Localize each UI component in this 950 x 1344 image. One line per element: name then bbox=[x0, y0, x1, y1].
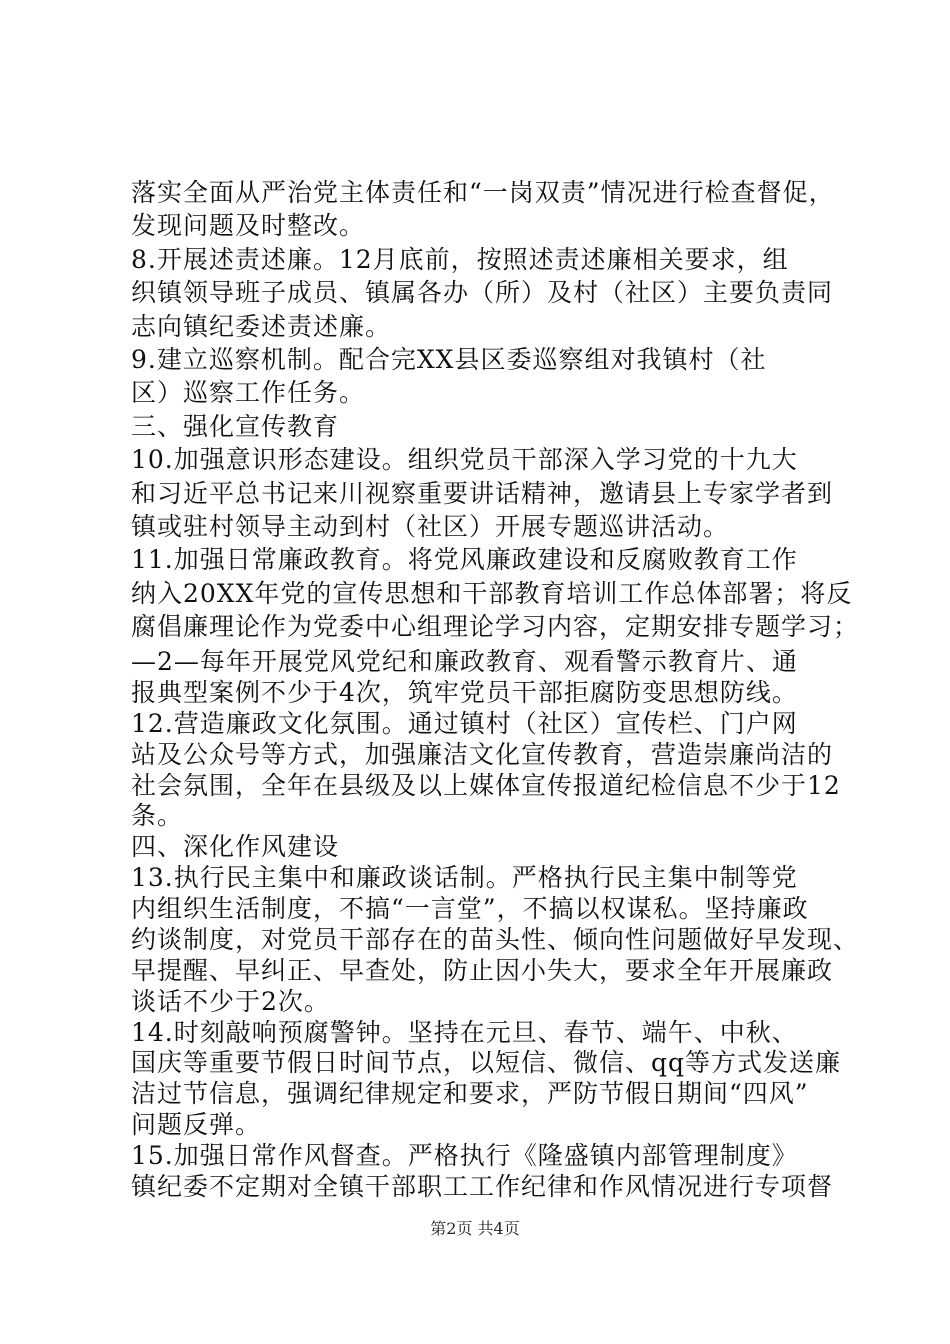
body-line: 9.建立巡察机制。配合完XX县区委巡察组对我镇村（社 bbox=[131, 345, 767, 374]
body-line: 8.开展述责述廉。12月底前，按照述责述廉相关要求，组 bbox=[131, 245, 789, 274]
body-line: 织镇领导班子成员、镇属各办（所）及村（社区）主要负责同 bbox=[131, 278, 834, 307]
section-heading: 四、深化作风建设 bbox=[131, 832, 340, 861]
body-line: 12.营造廉政文化氛围。通过镇村（社区）宣传栏、门户网 bbox=[131, 709, 798, 738]
body-line: 镇纪委不定期对全镇干部职工工作纪律和作风情况进行专项督 bbox=[131, 1172, 834, 1201]
body-line: 13.执行民主集中和廉政谈话制。严格执行民主集中制等党 bbox=[131, 863, 798, 892]
body-line: 区）巡察工作任务。 bbox=[131, 378, 366, 407]
body-line: 落实全面从严治党主体责任和“一岗双责”情况进行检查督促， bbox=[131, 178, 835, 207]
body-line: 腐倡廉理论作为党委中心组理论学习内容，定期安排专题学习； bbox=[131, 612, 860, 641]
page-footer: 第2页 共4页 bbox=[430, 1219, 520, 1238]
body-line: 问题反弹。 bbox=[131, 1110, 262, 1139]
body-line: 洁过节信息，强调纪律规定和要求，严防节假日期间“四风” bbox=[131, 1079, 809, 1108]
body-line: 站及公众号等方式，加强廉洁文化宣传教育，营造崇廉尚洁的 bbox=[131, 740, 834, 769]
body-line: 发现问题及时整改。 bbox=[131, 211, 366, 240]
body-line: 约谈制度，对党员干部存在的苗头性、倾向性问题做好早发现、 bbox=[131, 925, 860, 954]
body-line: 早提醒、早纠正、早查处，防止因小失大，要求全年开展廉政 bbox=[131, 956, 834, 985]
body-line: 和习近平总书记来川视察重要讲话精神，邀请县上专家学者到 bbox=[131, 479, 834, 508]
body-line: 国庆等重要节假日时间节点，以短信、微信、qq等方式发送廉 bbox=[131, 1048, 842, 1077]
body-line: 15.加强日常作风督查。严格执行《隆盛镇内部管理制度》 bbox=[131, 1141, 798, 1170]
body-line: 条。 bbox=[131, 801, 184, 830]
body-line: 11.加强日常廉政教育。将党风廉政建设和反腐败教育工作 bbox=[131, 545, 798, 574]
body-line: —2—每年开展党风党纪和廉政教育、观看警示教育片、通 bbox=[131, 647, 798, 676]
body-line: 谈话不少于2次。 bbox=[131, 987, 330, 1016]
section-heading: 三、强化宣传教育 bbox=[131, 412, 340, 441]
body-line: 内组织生活制度，不搞“一言堂”，不搞以权谋私。坚持廉政 bbox=[131, 894, 809, 923]
body-line: 社会氛围，全年在县级及以上媒体宣传报道纪检信息不少于12 bbox=[131, 771, 841, 800]
body-line: 报典型案例不少于4次，筑牢党员干部拒腐防变思想防线。 bbox=[131, 678, 798, 707]
body-line: 镇或驻村领导主动到村（社区）开展专题巡讲活动。 bbox=[131, 512, 730, 541]
body-line: 纳入20XX年党的宣传思想和干部教育培训工作总体部署；将反 bbox=[131, 579, 853, 608]
body-line: 14.时刻敲响预腐警钟。坚持在元旦、春节、端午、中秋、 bbox=[131, 1018, 798, 1047]
body-line: 10.加强意识形态建设。组织党员干部深入学习党的十九大 bbox=[131, 445, 798, 474]
body-line: 志向镇纪委述责述廉。 bbox=[131, 312, 392, 341]
